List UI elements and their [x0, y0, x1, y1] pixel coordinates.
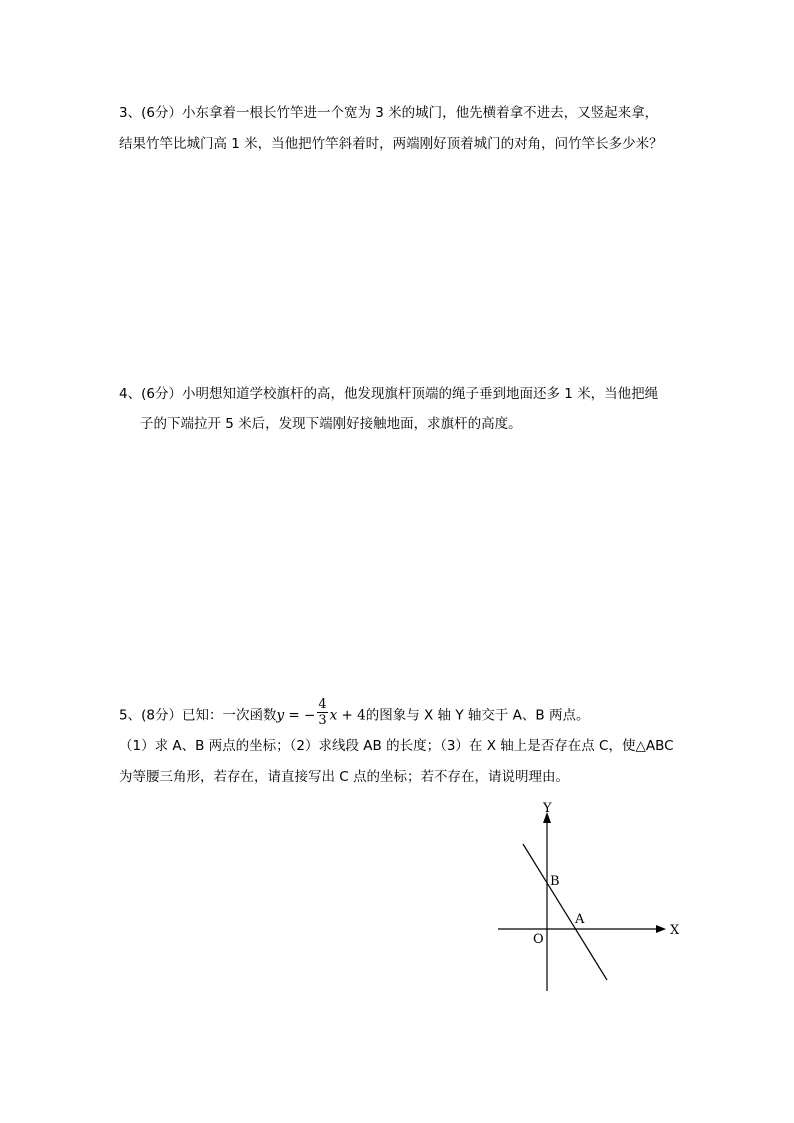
- point-a-label: A: [575, 912, 585, 927]
- q5-stem: [119, 697, 590, 731]
- x-axis-arrow: [656, 925, 666, 933]
- fraction-denominator: 3: [318, 713, 327, 728]
- q5-suffix: 的图象与 X 轴 Y 轴交于 A、B 两点。: [365, 707, 590, 724]
- q5-prefix: 5、(8分）已知：一次函数: [119, 707, 277, 724]
- origin-label: O: [533, 932, 544, 947]
- q5-text-line-3: 为等腰三角形，若存在，请直接写出 C 点的坐标；若不存在，请说明理由。: [119, 769, 570, 785]
- function-line: [523, 844, 607, 980]
- q3-text-line-1: 3、(6分）小东拿着一根长竹竿进一个宽为 3 米的城门，他先横着拿不进去，又竖起来拿，: [119, 105, 659, 121]
- equation-constant: + 4: [337, 707, 366, 724]
- q3-text-line-2: 结果竹竿比城门高 1 米，当他把竹竿斜着时，两端刚好顶着城门的对角，问竹竿长多少米？: [119, 136, 663, 152]
- coordinate-graph: [490, 796, 690, 996]
- point-b-label: B: [550, 874, 560, 889]
- equation-y: y: [276, 707, 285, 724]
- q4-text-line-2: 子的下端拉开 5 米后，发现下端刚好接触地面，求旗杆的高度。: [140, 416, 522, 432]
- y-axis-label: Y: [543, 801, 552, 816]
- x-axis-label: X: [670, 923, 680, 938]
- q4-text-line-1: 4、(6分）小明想知道学校旗杆的高，他发现旗杆顶端的绳子垂到地面还多 1 米，当他把绳: [119, 386, 659, 402]
- equation-equals-minus: = −: [284, 707, 316, 724]
- equation-fraction: [317, 697, 327, 728]
- equation-x: x: [329, 707, 338, 724]
- q5-text-line-2: （1）求 A、B 两点的坐标；（2）求线段 AB 的长度；（3）在 X 轴上是否存在点 C，使△ABC: [119, 738, 674, 754]
- fraction-numerator: 4: [318, 697, 327, 712]
